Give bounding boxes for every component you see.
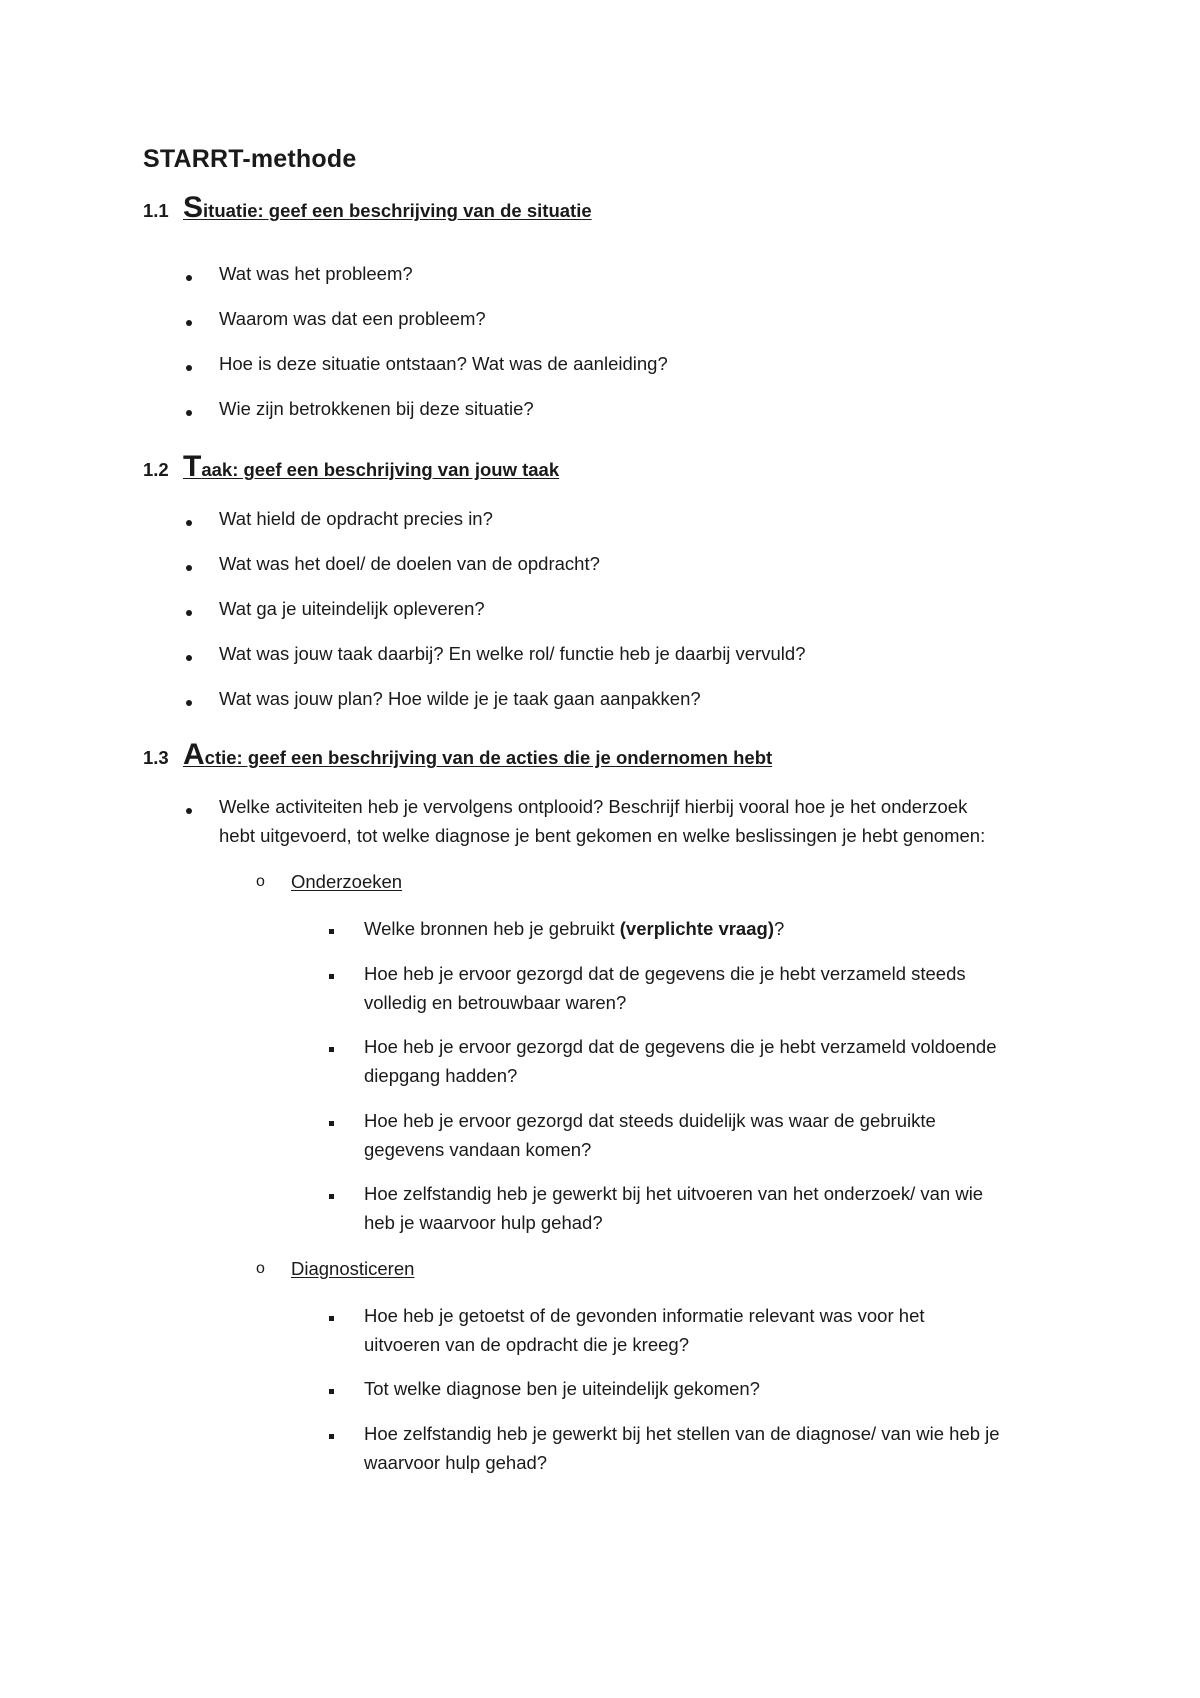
bullet-icon — [186, 700, 192, 706]
list-item-line: Hoe heb je ervoor gezorgd dat de gegevens die je hebt verzameld voldoende — [364, 1036, 997, 1057]
list-item — [364, 918, 784, 940]
section-initial: T — [183, 450, 202, 483]
bullet-icon — [186, 610, 192, 616]
bullet-icon — [186, 410, 192, 416]
section-initial: S — [183, 191, 204, 224]
bullet-icon — [186, 808, 192, 814]
square-bullet-icon — [329, 1194, 334, 1199]
list-item: Wat was jouw taak daarbij? En welke rol/ functie heb je daarbij vervuld? — [219, 643, 806, 664]
page-title: STARRT-methode — [143, 145, 357, 173]
list-item-line: Hoe heb je ervoor gezorgd dat de gegevens die je hebt verzameld steeds — [364, 963, 966, 984]
list-item-line: Hoe heb je ervoor gezorgd dat steeds duidelijk was waar de gebruikte — [364, 1110, 936, 1131]
square-bullet-icon — [329, 1047, 334, 1052]
list-item-line: Hoe zelfstandig heb je gewerkt bij het uitvoeren van het onderzoek/ van wie — [364, 1183, 984, 1204]
section-heading-text: aak: geef een beschrijving van jouw taak — [201, 459, 560, 480]
section-number: 1.1 — [143, 200, 169, 221]
square-bullet-icon — [329, 1121, 334, 1126]
list-item: Wat hield de opdracht precies in? — [219, 508, 493, 529]
section-number: 1.2 — [143, 459, 169, 480]
list-item-line: Welke activiteiten heb je vervolgens ontplooid? Beschrijf hierbij vooral hoe je het onderzoek — [219, 796, 968, 817]
section-initial: A — [183, 738, 205, 771]
item-text: Welke bronnen heb je gebruikt — [364, 918, 620, 939]
bullet-icon — [186, 320, 192, 326]
list-item: Wat was jouw plan? Hoe wilde je je taak gaan aanpakken? — [219, 688, 701, 709]
list-item: Hoe is deze situatie ontstaan? Wat was de aanleiding? — [219, 353, 668, 374]
section-number: 1.3 — [143, 747, 169, 768]
circle-bullet-icon: o — [256, 873, 265, 890]
subsection-title: Onderzoeken — [291, 871, 403, 892]
section-heading-situatie — [143, 193, 592, 223]
list-item-line: hebt uitgevoerd, tot welke diagnose je bent gekomen en welke beslissingen je hebt genomen: — [219, 825, 986, 846]
square-bullet-icon — [329, 974, 334, 979]
list-item-line: uitvoeren van de opdracht die je kreeg? — [364, 1334, 689, 1355]
list-item-line: diepgang hadden? — [364, 1065, 518, 1086]
square-bullet-icon — [329, 929, 334, 934]
item-emphasis: (verplichte vraag) — [619, 918, 774, 939]
section-heading-text: ctie: geef een beschrijving van de acties die je ondernomen hebt — [204, 747, 773, 768]
bullet-icon — [186, 520, 192, 526]
section-heading-actie — [143, 740, 772, 770]
square-bullet-icon — [329, 1389, 334, 1394]
bullet-icon — [186, 365, 192, 371]
square-bullet-icon — [329, 1434, 334, 1439]
list-item-line: waarvoor hulp gehad? — [364, 1452, 548, 1473]
bullet-icon — [186, 275, 192, 281]
section-heading-taak — [143, 452, 559, 482]
square-bullet-icon — [329, 1316, 334, 1321]
section-heading-text: ituatie: geef een beschrijving van de situatie — [203, 200, 592, 221]
item-text: ? — [773, 918, 785, 939]
list-item: Wat ga je uiteindelijk opleveren? — [219, 598, 485, 619]
list-item-line: gegevens vandaan komen? — [364, 1139, 592, 1160]
subsection-title: Diagnosticeren — [291, 1258, 415, 1279]
list-item: Wat was het doel/ de doelen van de opdracht? — [219, 553, 600, 574]
bullet-icon — [186, 565, 192, 571]
list-item-line: Tot welke diagnose ben je uiteindelijk gekomen? — [364, 1378, 760, 1399]
list-item-line: volledig en betrouwbaar waren? — [364, 992, 627, 1013]
bullet-icon — [186, 655, 192, 661]
list-item-line: Hoe heb je getoetst of de gevonden informatie relevant was voor het — [364, 1305, 925, 1326]
list-item: Wat was het probleem? — [219, 263, 413, 284]
list-item-line: heb je waarvoor hulp gehad? — [364, 1212, 603, 1233]
list-item: Wie zijn betrokkenen bij deze situatie? — [219, 398, 534, 419]
list-item-line: Hoe zelfstandig heb je gewerkt bij het stellen van de diagnose/ van wie heb je — [364, 1423, 1000, 1444]
circle-bullet-icon: o — [256, 1260, 265, 1277]
list-item: Waarom was dat een probleem? — [219, 308, 486, 329]
